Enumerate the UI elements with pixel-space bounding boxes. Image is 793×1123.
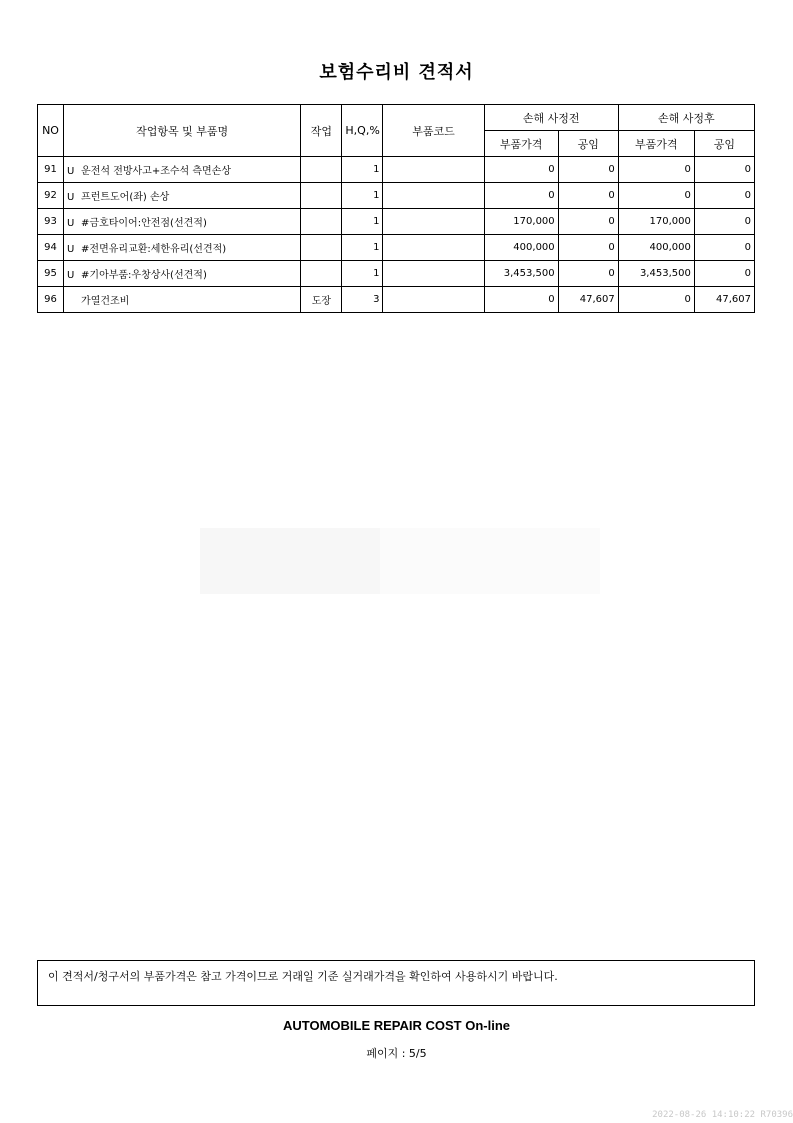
row-work: 도장 bbox=[301, 287, 342, 313]
table-row bbox=[38, 183, 755, 209]
estimate-table bbox=[37, 104, 755, 313]
table-row bbox=[38, 157, 755, 183]
header-before-group: 손해 사정전 bbox=[484, 105, 618, 131]
row-name: 가열건조비 bbox=[81, 296, 130, 307]
table-body bbox=[38, 157, 755, 313]
row-item bbox=[64, 235, 301, 261]
row-after-part: 3,453,500 bbox=[618, 261, 694, 287]
row-before-labor: 0 bbox=[558, 157, 618, 183]
row-flag: U bbox=[67, 166, 75, 177]
header-item: 작업항목 및 부품명 bbox=[64, 105, 301, 157]
row-name: #전면유리교환:세한유리(선견적) bbox=[81, 244, 227, 255]
row-code bbox=[383, 183, 484, 209]
row-work bbox=[301, 261, 342, 287]
watermark-light-band bbox=[380, 528, 600, 594]
document-title: 보험수리비 견적서 bbox=[319, 62, 474, 83]
row-item bbox=[64, 287, 301, 313]
row-item bbox=[64, 261, 301, 287]
row-after-part: 0 bbox=[618, 157, 694, 183]
row-code bbox=[383, 209, 484, 235]
row-before-part: 0 bbox=[484, 183, 558, 209]
row-work bbox=[301, 235, 342, 261]
row-after-part: 400,000 bbox=[618, 235, 694, 261]
row-work bbox=[301, 157, 342, 183]
header-code: 부품코드 bbox=[383, 105, 484, 157]
row-after-part: 0 bbox=[618, 183, 694, 209]
row-after-part: 170,000 bbox=[618, 209, 694, 235]
row-after-labor: 0 bbox=[694, 209, 754, 235]
row-hq: 1 bbox=[342, 183, 383, 209]
table-row bbox=[38, 287, 755, 313]
header-before-part-price: 부품가격 bbox=[484, 131, 558, 157]
row-hq: 1 bbox=[342, 261, 383, 287]
price-notice: 이 견적서/청구서의 부품가격은 참고 가격이므로 거래일 기준 실거래가격을 확인하여 사용하시기 바랍니다. bbox=[37, 960, 755, 1006]
page-number: 페이지 : 5/5 bbox=[366, 1047, 427, 1060]
row-after-labor: 47,607 bbox=[694, 287, 754, 313]
row-work bbox=[301, 209, 342, 235]
row-no: 94 bbox=[38, 235, 64, 261]
row-no: 91 bbox=[38, 157, 64, 183]
table-row bbox=[38, 235, 755, 261]
header-after-group: 손해 사정후 bbox=[618, 105, 754, 131]
row-name: #금호타이어:안전점(선견적) bbox=[81, 218, 207, 229]
row-code bbox=[383, 157, 484, 183]
row-hq: 1 bbox=[342, 209, 383, 235]
row-work bbox=[301, 183, 342, 209]
row-after-labor: 0 bbox=[694, 157, 754, 183]
row-no: 92 bbox=[38, 183, 64, 209]
header-before-labor: 공임 bbox=[558, 131, 618, 157]
row-name: 프런트도어(좌) 손상 bbox=[81, 192, 170, 203]
row-after-labor: 0 bbox=[694, 235, 754, 261]
row-after-labor: 0 bbox=[694, 261, 754, 287]
table-row bbox=[38, 209, 755, 235]
row-before-labor: 0 bbox=[558, 235, 618, 261]
table-row bbox=[38, 261, 755, 287]
row-before-part: 0 bbox=[484, 157, 558, 183]
row-hq: 1 bbox=[342, 157, 383, 183]
row-flag: U bbox=[67, 244, 75, 255]
watermark bbox=[200, 528, 600, 594]
row-no: 96 bbox=[38, 287, 64, 313]
row-hq: 1 bbox=[342, 235, 383, 261]
row-name: #기아부품:우창상사(선견적) bbox=[81, 270, 207, 281]
row-before-labor: 47,607 bbox=[558, 287, 618, 313]
row-after-labor: 0 bbox=[694, 183, 754, 209]
row-flag: U bbox=[67, 218, 75, 229]
row-item bbox=[64, 157, 301, 183]
header-after-part-price: 부품가격 bbox=[618, 131, 694, 157]
watermark-dark-band bbox=[200, 528, 380, 594]
row-before-part: 400,000 bbox=[484, 235, 558, 261]
row-after-part: 0 bbox=[618, 287, 694, 313]
row-before-part: 3,453,500 bbox=[484, 261, 558, 287]
footer-brand: AUTOMOBILE REPAIR COST On-line bbox=[282, 1018, 511, 1033]
header-hq: H,Q,% bbox=[342, 105, 383, 157]
header-no: NO bbox=[38, 105, 64, 157]
row-flag: U bbox=[67, 270, 75, 281]
row-no: 95 bbox=[38, 261, 64, 287]
header-work: 작업 bbox=[301, 105, 342, 157]
row-code bbox=[383, 235, 484, 261]
row-item bbox=[64, 209, 301, 235]
row-flag: U bbox=[67, 192, 75, 203]
row-code bbox=[383, 287, 484, 313]
row-before-labor: 0 bbox=[558, 183, 618, 209]
row-item bbox=[64, 183, 301, 209]
row-hq: 3 bbox=[342, 287, 383, 313]
row-before-part: 0 bbox=[484, 287, 558, 313]
row-before-part: 170,000 bbox=[484, 209, 558, 235]
row-code bbox=[383, 261, 484, 287]
row-no: 93 bbox=[38, 209, 64, 235]
row-before-labor: 0 bbox=[558, 209, 618, 235]
header-after-labor: 공임 bbox=[694, 131, 754, 157]
print-timestamp: 2022-08-26 14:10:22 R70396 bbox=[652, 1110, 793, 1120]
table-header bbox=[38, 105, 755, 157]
row-before-labor: 0 bbox=[558, 261, 618, 287]
row-name: 운전석 전방사고+조수석 측면손상 bbox=[81, 166, 232, 177]
